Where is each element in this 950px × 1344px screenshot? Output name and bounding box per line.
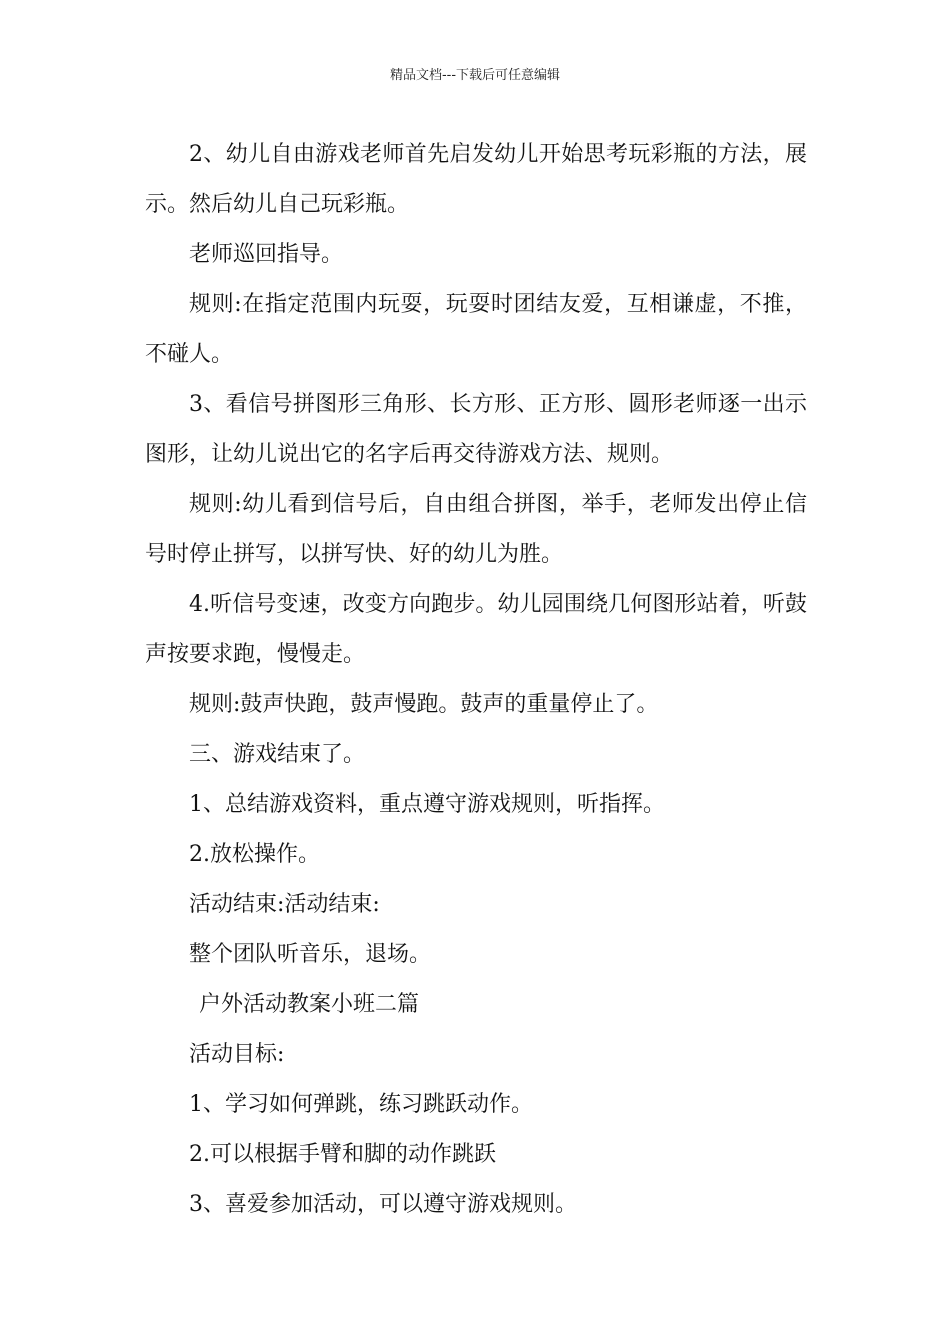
paragraph: 活动结束:活动结束: — [189, 892, 380, 917]
paragraph: 4.听信号变速，改变方向跑步。幼儿园围绕几何图形站着，听鼓声按要求跑，慢慢走。 — [145, 592, 807, 667]
paragraph: 2.放松操作。 — [189, 842, 320, 867]
page-header: 精品文档---下载后可任意编辑 — [389, 68, 561, 83]
section-heading: 活动目标: — [189, 1042, 285, 1067]
paragraph: 2.可以根据手臂和脚的动作跳跃 — [189, 1142, 496, 1167]
paragraph: 2、幼儿自由游戏老师首先启发幼儿开始思考玩彩瓶的方法，展示。然后幼儿自己玩彩瓶。 — [145, 142, 807, 217]
paragraph: 3、看信号拼图形三角形、长方形、正方形、圆形老师逐一出示图形，让幼儿说出它的名字后再交待游戏方法、规则。 — [145, 392, 807, 467]
paragraph: 规则:幼儿看到信号后，自由组合拼图，举手，老师发出停止信号时停止拼写，以拼写快、好的幼儿为胜。 — [145, 492, 807, 567]
paragraph: 整个团队听音乐，退场。 — [189, 942, 432, 967]
paragraph: 1、总结游戏资料，重点遵守游戏规则，听指挥。 — [189, 792, 665, 817]
section-heading: 三、游戏结束了。 — [189, 742, 366, 767]
document-subtitle: 户外活动教案小班二篇 — [199, 992, 420, 1017]
paragraph: 1、学习如何弹跳，练习跳跃动作。 — [189, 1092, 533, 1117]
document-body — [145, 130, 807, 1230]
paragraph: 老师巡回指导。 — [189, 242, 344, 267]
paragraph: 规则:鼓声快跑，鼓声慢跑。鼓声的重量停止了。 — [189, 692, 659, 717]
paragraph: 3、喜爱参加活动，可以遵守游戏规则。 — [189, 1192, 577, 1217]
paragraph: 规则:在指定范围内玩耍，玩耍时团结友爱，互相谦虚，不推，不碰人。 — [145, 292, 807, 367]
